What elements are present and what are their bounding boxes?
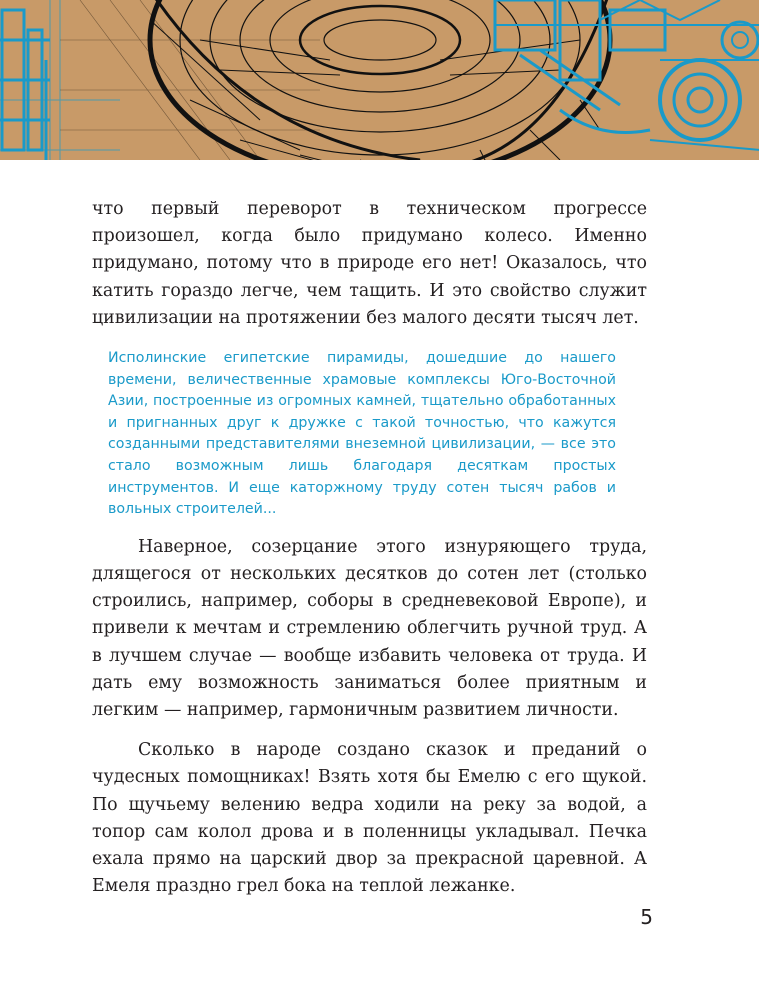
left-blueprint-structure — [0, 10, 50, 160]
robotic-arm-drawing — [495, 0, 759, 150]
body-paragraph-2: Наверное, созерцание этого изнуряющего труда, длящегося от нескольких десятков до сотен лет (столько строились, например, соборы в средневековой Европе), и привели к мечтам и стремлению облегчить ручной труд. А в лучшем случае — вообще избавить человека от труда. И дать ему возможность заниматься более приятным и легким — например, гармоничным развитием личности. — [92, 536, 647, 720]
blueprint-drawing — [0, 0, 759, 160]
text-column — [92, 196, 647, 900]
body-paragraph-1: что первый переворот в техническом прогрессе произошел, когда было придумано колесо. Именно придумано, потому что в природе его нет! Оказалось, что катить гораздо легче, чем тащить. И это свойство служит цивилизации на протяжении без малого десяти тысяч лет. — [92, 199, 647, 328]
header-illustration — [0, 0, 759, 160]
body-paragraph-3: Сколько в народе создано сказок и преданий о чудесных помощниках! Взять хотя бы Емелю с его щукой. По щучьему велению ведра ходили на реку за водой, а топор сам колол дрова и в поленницы укладывал. Печка ехала прямо на царский двор за прекрасной царевной. А Емеля праздно грел бока на теплой лежанке. — [92, 740, 647, 897]
page-number: 5 — [640, 905, 653, 929]
highlighted-quote: Исполинские египетские пирамиды, дошедшие до нашего времени, величественные храмовые комплексы Юго-Восточной Азии, построенные из огромных камней, тщательно обработанных и пригнанных друг к дружке с такой точностью, что кажутся созданными представителями внеземной цивилизации, — все это стало возможным лишь благодаря десяткам простых инструментов. И еще каторжному труду сотен тысяч рабов и вольных строителей... — [108, 350, 616, 518]
